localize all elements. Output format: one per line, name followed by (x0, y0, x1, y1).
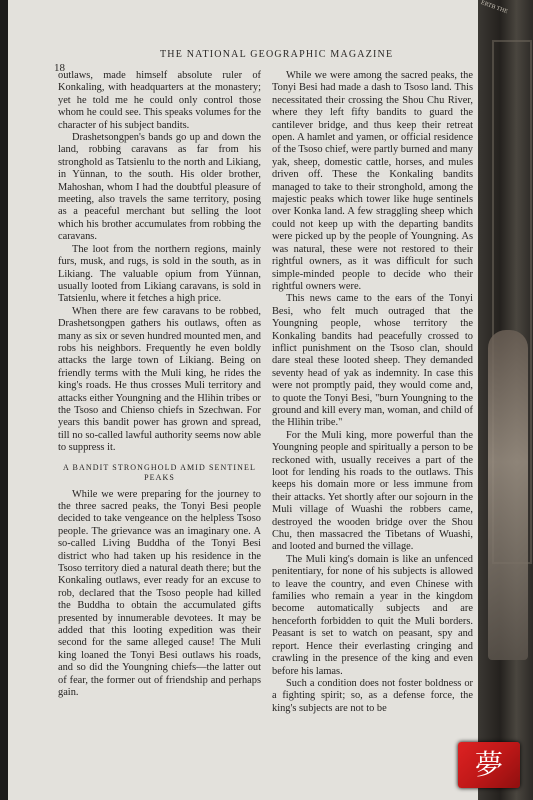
section-subheading: A BANDIT STRONGHOLD AMID SENTINEL PEAKS (62, 462, 257, 482)
paragraph: The loot from the northern regions, mainly furs, musk, and rugs, is sold in the south, as in Likiang. The valuable opium from Yünnan, usually looted from Likiang caravans, is sold in Tatsienlu, where it fetches a high price. (58, 243, 261, 305)
photo-caption: ERTB THE (479, 0, 509, 16)
right-column (272, 70, 473, 715)
running-head: THE NATIONAL GEOGRAPHIC MAGAZINE (160, 49, 394, 60)
paragraph: This news came to the ears of the Tonyi Besi, who felt much outraged that the Youngning people, whose territory the Konkaling bandits had peacefully crossed to inflict punishment on the Tsoso clan, should dare steal these looted sheep. They demanded seventy head of yak as indemnity. In case this were not promptly paid, they would come and, to quote the Tonyi Besi, "burn Youngning to the ground and kill every man, woman, and child of the Hlihin tribe." (272, 293, 473, 429)
page-number: 18 (54, 62, 65, 74)
photo-figure (488, 330, 528, 660)
paragraph: While we were preparing for the journey to the three sacred peaks, the Tonyi Besi people decided to take vengeance on the helpless Tsoso people. The grievance was an imaginary one. A so-called Living Buddha of the Tonyi Besi district who had taken up his residence in the Tsoso territory died a natural death there; but the Konkaling outlaws, ever ready for an excuse to rob, declared that the Tsoso people had killed the Buddha to obtain the accumulated gifts presented by innumerable devotees. It may be added that this looting expedition was their second for the same alleged cause! The Muli king loaned the Tonyi Besi outlaws his roads, and so did the Youngning chiefs—the latter out of fear, the former out of friendship and perhaps gain. (58, 488, 261, 699)
paragraph: The Muli king's domain is like an unfenced penitentiary, for none of his subjects is allowed to leave the country, and even Chinese with families who remain a year in the kingdom become automatically subjects and are henceforth forbidden to quit the Muli borders. Peasant is set to watch on peasant, spy and report. Hence their everlasting cringing and crawling in the presence of the king and even before his lamas. (272, 553, 473, 677)
left-column (58, 70, 261, 700)
paragraph: While we were among the sacred peaks, the Tonyi Besi had made a dash to Tsoso land. This necessitated their crossing the Shou Chu River, where they left fifty bandits to guard the cantilever bridge, and thus keep their retreat open. A hamlet and yamen, or official residence of the Tsoso chief, were partly burned and many yak, sheep, domestic cattle, horses, and mules driven off. These the Konkaling bandits managed to take to their stronghold, among the majestic peaks which tower like huge sentinels over Konka land. A few straggling sheep which could not keep up with the departing bandits were picked up by the people of Youngning. As was natural, these were not restored to their rightful owners, as it was difficult for such simple-minded people to decide who their rightful owners were. (272, 70, 473, 292)
paragraph: Drashetsongpen's bands go up and down the land, robbing caravans as far from his stronghold as Tatsienlu to the north and Likiang, in Yünnan, to the south. His older brother, Mahoshan, whom I had the doubtful pleasure of meeting, also travels the same territory, posing as a peaceful merchant but selling the loot which his brother accumulates from robbing the caravans. (58, 132, 261, 243)
paragraph: For the Muli king, more powerful than the Youngning people and spiritually a person to be reckoned with, usually receives a part of the loot for lending his roads to the outlaws. This keeps his domain more or less immune from their attacks. Yet shortly after our sojourn in the Muli village of Wuashi the robbers came, destroyed the wooden bridge over the Shou Chu, then massacred the Tibetans of Wuashi, and looted and burned the village. (272, 429, 473, 553)
paragraph: outlaws, made himself absolute ruler of Konkaling, with headquarters at the monastery; yet he told me he could only control those whom he could see. This speaks volumes for the character of his subject bandits. (58, 70, 261, 131)
paragraph: Such a condition does not foster boldness or a fighting spirit; so, as a defense force, the king's subjects are not to be (272, 677, 473, 714)
paragraph: When there are few caravans to be robbed, Drashetsongpen gathers his outlaws, often as many as six or seven hundred mounted men, and robs his neighbors. Frequently he even boldly attacks the large town of Likiang. Being on friendly terms with the Muli king, he rides the king's roads. He thus crosses Muli territory and attacks either Youngning and the Hlihin tribes or the Tsoso and Chienso chiefs in Szechwan. For years this bandit power has grown and spread, till no so-called lawful authority seems now able to suppress it. (58, 305, 261, 454)
facing-photo-page (478, 0, 533, 800)
watermark-logo: 夢 (458, 742, 520, 788)
